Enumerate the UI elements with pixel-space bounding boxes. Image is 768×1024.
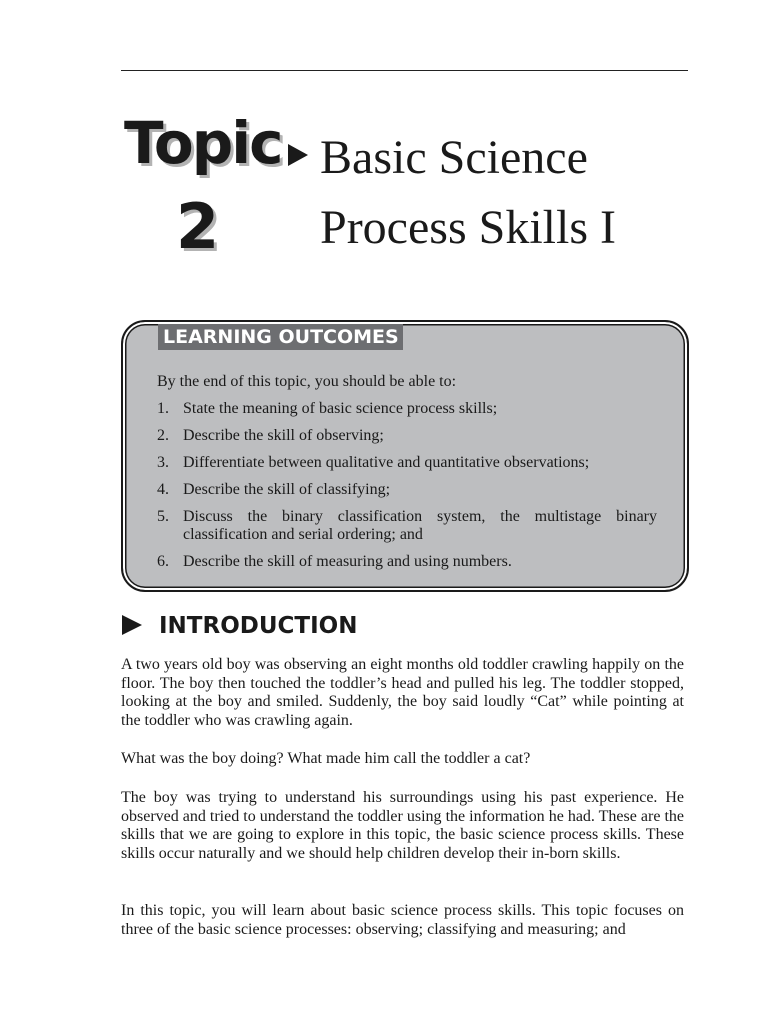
learning-outcomes-list [157, 400, 657, 580]
page-title-line-1: Basic Science [320, 131, 588, 184]
topic-arrow-icon [288, 144, 308, 166]
outcome-number: 2. [157, 427, 169, 444]
outcome-number: 5. [157, 508, 169, 525]
outcome-number: 6. [157, 553, 169, 570]
outcome-number: 4. [157, 481, 169, 498]
outcome-item [157, 427, 657, 445]
outcome-text: Describe the skill of measuring and using numbers. [183, 553, 512, 570]
outcome-text: Describe the skill of classifying; [183, 481, 391, 498]
outcome-text: State the meaning of basic science process skills; [183, 400, 498, 417]
intro-paragraph: In this topic, you will learn about basic science process skills. This topic focuses on three of the basic science processes: observing; classifying and measuring; and [121, 902, 684, 938]
outcome-item [157, 553, 657, 571]
learning-outcomes-intro: By the end of this topic, you should be able to: [157, 373, 457, 390]
intro-paragraph: The boy was trying to understand his surroundings using his past experience. He observed and tried to understand the toddler using the information he had. These are the skills that we are going to explore in this topic, the basic science process skills. These skills occur naturally and we should help children develop their in-born skills. [121, 789, 684, 862]
outcome-text: Discuss the binary classification system, the multistage binary classification and serial ordering; and [183, 508, 657, 543]
introduction-heading: INTRODUCTION [159, 613, 358, 639]
outcome-item [157, 508, 657, 544]
outcome-item [157, 481, 657, 499]
outcome-text: Describe the skill of observing; [183, 427, 384, 444]
outcome-number: 1. [157, 400, 169, 417]
topic-number: 2 [176, 190, 220, 263]
outcome-text: Differentiate between qualitative and quantitative observations; [183, 454, 590, 471]
intro-paragraph: A two years old boy was observing an eight months old toddler crawling happily on the floor. The boy then touched the toddler’s head and pulled his leg. The toddler stopped, looking at the boy and smiled. Suddenly, the boy said loudly “Cat” while pointing at the toddler who was crawling again. [121, 656, 684, 729]
intro-paragraph: What was the boy doing? What made him call the toddler a cat? [121, 750, 531, 767]
top-rule [121, 70, 688, 71]
learning-outcomes-heading: LEARNING OUTCOMES [158, 324, 403, 350]
outcome-number: 3. [157, 454, 169, 471]
page-title-line-2: Process Skills I [320, 201, 617, 254]
outcome-item [157, 454, 657, 472]
outcome-item [157, 400, 657, 418]
topic-label: Topic [124, 109, 282, 177]
section-arrow-icon [122, 615, 142, 635]
